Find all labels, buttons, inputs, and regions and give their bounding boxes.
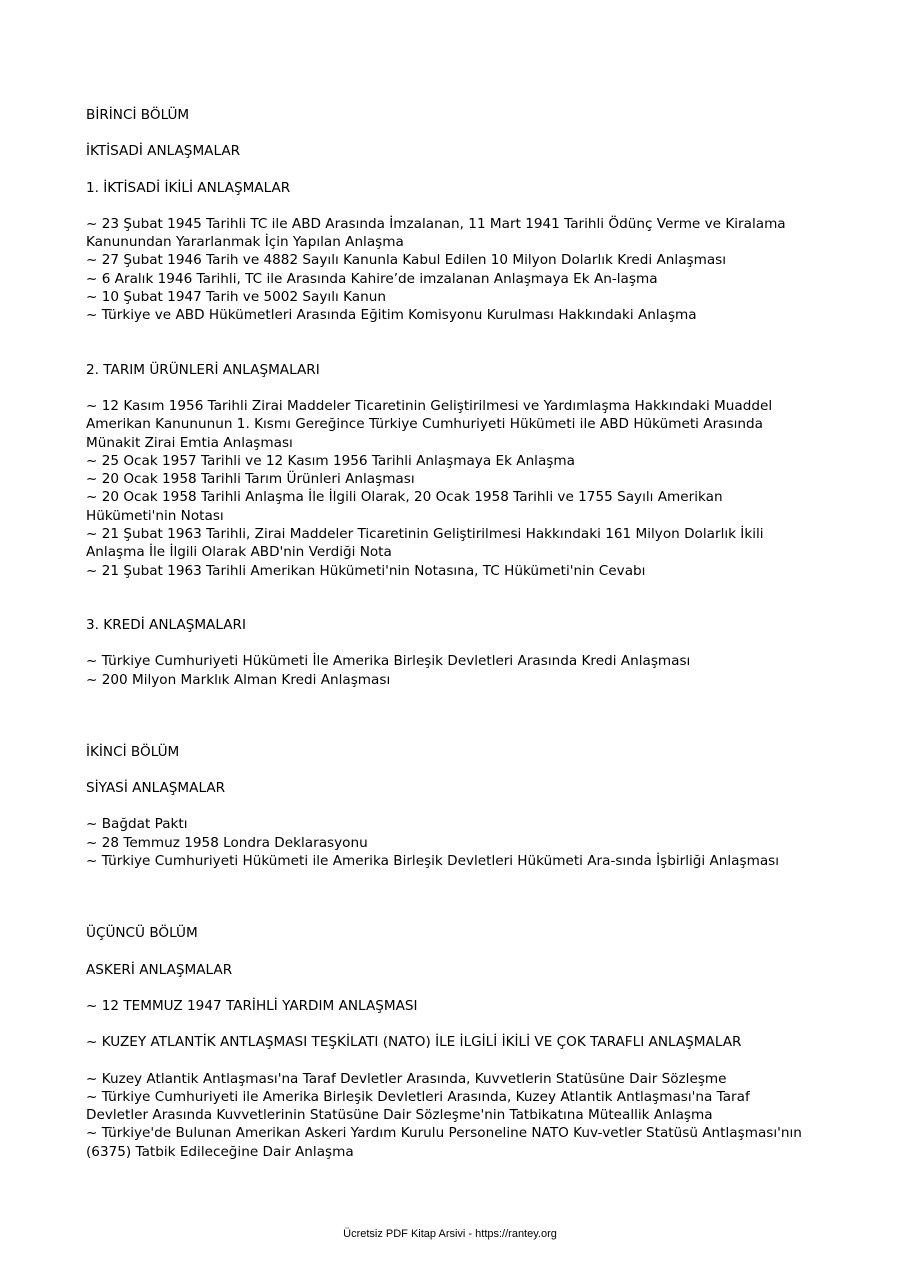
list-item: ~ Türkiye ve ABD Hükümetleri Arasında Eğitim Komisyonu Kurulması Hakkındaki Anlaşma xyxy=(86,307,697,324)
list-item: ~ Kuzey Atlantik Antlaşması'na Taraf Devletler Arasında, Kuvvetlerin Statüsüne Dair Sözleşme xyxy=(86,1070,727,1087)
list-item: ~ 23 Şubat 1945 Tarihli TC ile ABD Arasında İmzalanan, 11 Mart 1941 Tarihli Ödünç Verme ve Kiralama Kanunundan Yararlanmak İçin Yapılan Anlaşma xyxy=(86,215,786,251)
list-item: ~ 27 Şubat 1946 Tarih ve 4882 Sayılı Kanunla Kabul Edilen 10 Milyon Dolarlık Kredi Anlaşması xyxy=(86,252,727,269)
section3-list xyxy=(86,652,816,689)
section2-list xyxy=(86,397,816,580)
list-item: ~ 6 Aralık 1946 Tarihli, TC ile Arasında Kahire’de imzalanan Anlaşmaya Ek An-laşma xyxy=(86,270,658,287)
list-item: ~ 200 Milyon Marklık Alman Kredi Anlaşması xyxy=(86,671,391,688)
list-item: ~ 20 Ocak 1958 Tarihli Anlaşma İle İlgili Olarak, 20 Ocak 1958 Tarihli ve 1755 Sayılı Amerikan Hükümeti'nin Notası xyxy=(86,489,723,524)
list-item: ~ 12 Kasım 1956 Tarihli Zirai Maddeler Ticaretinin Geliştirilmesi ve Yardımlaşma Hakkındaki Muaddel Amerikan Kanununun 1. Kısmı Gereğince Türkiye Cumhuriyeti Hükümeti ile ABD Hükümeti Arasında Münakit Zirai Emtia Anlaşması xyxy=(86,397,773,451)
part2-title: İKİNCİ BÖLÜM xyxy=(86,743,180,760)
part1-subtitle: İKTİSADİ ANLAŞMALAR xyxy=(86,143,241,160)
list-item: ~ Türkiye Cumhuriyeti ile Amerika Birleşik Devletleri Arasında, Kuzey Atlantik Antlaşması'na Taraf Devletler Arasında Kuvvetlerinin Statüsüne Dair Sözleşme'nin Tatbikatına Müteallik Anlaşma xyxy=(86,1088,750,1124)
part3-subtitle: ASKERİ ANLAŞMALAR xyxy=(86,961,233,978)
section3-heading: 3. KREDİ ANLAŞMALARI xyxy=(86,616,246,633)
part3-entry-yardim: ~ 12 TEMMUZ 1947 TARİHLİ YARDIM ANLAŞMASI xyxy=(86,997,418,1014)
section2-heading: 2. TARIM ÜRÜNLERİ ANLAŞMALARI xyxy=(86,361,320,378)
part1-title: BİRİNCİ BÖLÜM xyxy=(86,107,190,123)
section1-list xyxy=(86,215,816,325)
list-item: ~ Türkiye'de Bulunan Amerikan Askeri Yardım Kurulu Personeline NATO Kuv-vetler Statüsü Antlaşması'nın (6375) Tatbik Edileceğine Dair Anlaşma xyxy=(86,1125,802,1160)
page-footer: Ücretsiz PDF Kitap Arsivi - https://rantey.org xyxy=(343,1228,557,1240)
list-item: ~ 21 Şubat 1963 Tarihli Amerikan Hükümeti'nin Notasına, TC Hükümeti'nin Cevabı xyxy=(86,562,646,579)
part3-title: ÜÇÜNCÜ BÖLÜM xyxy=(86,925,198,942)
list-item: ~ 20 Ocak 1958 Tarihli Tarım Ürünleri Anlaşması xyxy=(86,471,415,488)
document-body xyxy=(86,106,816,1161)
list-item: ~ Türkiye Cumhuriyeti Hükümeti İle Amerika Birleşik Devletleri Arasında Kredi Anlaşması xyxy=(86,653,691,670)
part2-list xyxy=(86,815,816,870)
part2-subtitle: SİYASİ ANLAŞMALAR xyxy=(86,780,226,797)
list-item: ~ 28 Temmuz 1958 Londra Deklarasyonu xyxy=(86,834,368,851)
list-item: ~ Bağdat Paktı xyxy=(86,816,188,833)
section1-heading: 1. İKTİSADİ İKİLİ ANLAŞMALAR xyxy=(86,179,291,196)
list-item: ~ Türkiye Cumhuriyeti Hükümeti ile Amerika Birleşik Devletleri Hükümeti Ara-sında İşbirliği Anlaşması xyxy=(86,853,780,870)
part3-entry-nato: ~ KUZEY ATLANTİK ANTLAŞMASI TEŞKİLATI (NATO) İLE İLGİLİ İKİLİ VE ÇOK TARAFLI ANLAŞMALAR xyxy=(86,1034,742,1051)
list-item: ~ 10 Şubat 1947 Tarih ve 5002 Sayılı Kanun xyxy=(86,289,386,306)
list-item: ~ 25 Ocak 1957 Tarihli ve 12 Kasım 1956 Tarihli Anlaşmaya Ek Anlaşma xyxy=(86,452,575,469)
part3-list xyxy=(86,1070,816,1161)
list-item: ~ 21 Şubat 1963 Tarihli, Zirai Maddeler Ticaretinin Geliştirilmesi Hakkındaki 161 Milyon Dolarlık İkili Anlaşma İle İlgili Olarak ABD'nin Verdiği Nota xyxy=(86,526,764,561)
